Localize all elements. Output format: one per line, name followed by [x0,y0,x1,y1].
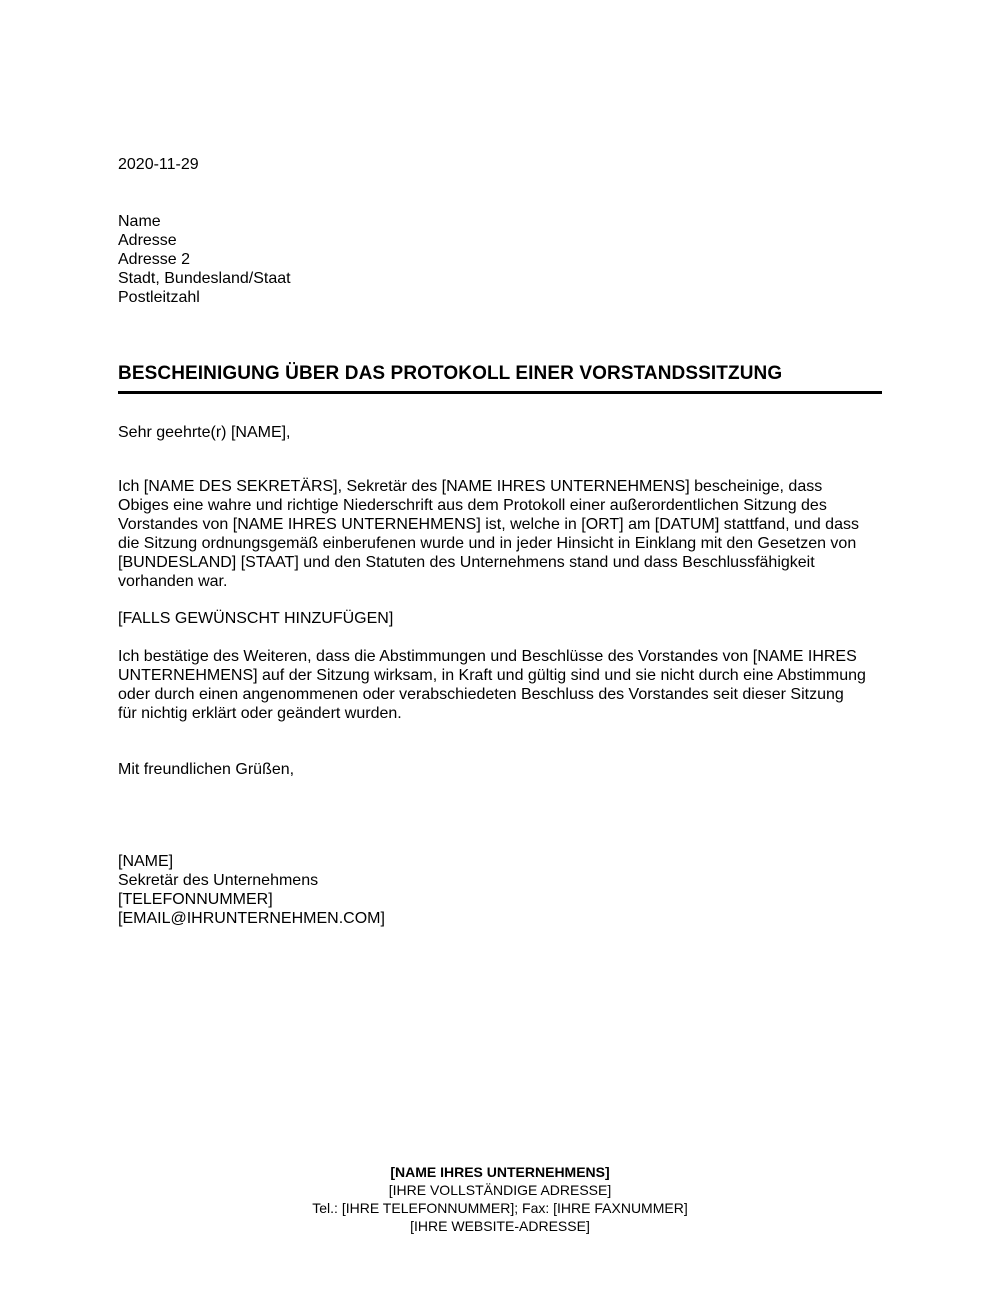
closing: Mit freundlichen Grüßen, [118,761,295,778]
signature-block [118,852,888,928]
recipient-postal-code: Postleitzahl [118,289,200,306]
paragraph-line: für nichtig erklärt oder geändert wurden. [118,705,402,722]
paragraph-line: oder durch einen angenommenen oder verabschiedeten Beschluss des Vorstandes seit dieser Sitzung [118,686,844,703]
recipient-city-state: Stadt, Bundesland/Staat [118,270,291,287]
recipient-address-2: Adresse 2 [118,251,191,268]
signature-phone: [TELEFONNUMMER] [118,891,273,908]
footer-company-name: [NAME IHRES UNTERNEHMENS] [390,1164,610,1180]
paragraph-confirmation [118,647,888,723]
recipient-address: Adresse [118,232,177,249]
paragraph-line: [BUNDESLAND] [STAAT] und den Statuten des Unternehmens stand und dass Beschlussfähigkeit [118,554,815,571]
title-divider [118,391,882,394]
footer-phone-fax: Tel.: [IHRE TELEFONNUMMER]; Fax: [IHRE FAXNUMMER] [312,1200,688,1216]
company-footer [0,1163,1000,1235]
paragraph-line: die Sitzung ordnungsgemäß einberufenen wurde und in jeder Hinsicht in Einklang mit den Gesetzen von [118,535,857,552]
letter-date: 2020-11-29 [118,156,199,173]
signature-name: [NAME] [118,853,174,870]
paragraph-line: vorhanden war. [118,573,228,590]
paragraph-line: UNTERNEHMENS] auf der Sitzung wirksam, in Kraft und gültig sind und sie nicht durch eine Abstimmung [118,667,866,684]
paragraph-line: Ich bestätige des Weiteren, dass die Abstimmungen und Beschlüsse des Vorstandes von [NAME IHRES [118,648,857,665]
paragraph-certification [118,477,888,591]
paragraph-line: Vorstandes von [NAME IHRES UNTERNEHMENS] ist, welche in [ORT] am [DATUM] stattfand, und dass [118,516,859,533]
footer-website: [IHRE WEBSITE-ADRESSE] [410,1218,590,1234]
paragraph-line: Obiges eine wahre und richtige Niederschrift aus dem Protokoll einer außerordentlichen Sitzung des [118,497,827,514]
recipient-name: Name [118,213,161,230]
signature-role: Sekretär des Unternehmens [118,872,319,889]
optional-note: [FALLS GEWÜNSCHT HINZUFÜGEN] [118,610,394,627]
document-title: BESCHEINIGUNG ÜBER DAS PROTOKOLL EINER VORSTANDSSITZUNG [118,363,783,384]
recipient-address-block [118,212,888,307]
salutation: Sehr geehrte(r) [NAME], [118,424,291,441]
paragraph-line: Ich [NAME DES SEKRETÄRS], Sekretär des [NAME IHRES UNTERNEHMENS] bescheinige, dass [118,478,823,495]
signature-email: [EMAIL@IHRUNTERNEHMEN.COM] [118,910,385,927]
footer-address: [IHRE VOLLSTÄNDIGE ADRESSE] [388,1182,612,1198]
